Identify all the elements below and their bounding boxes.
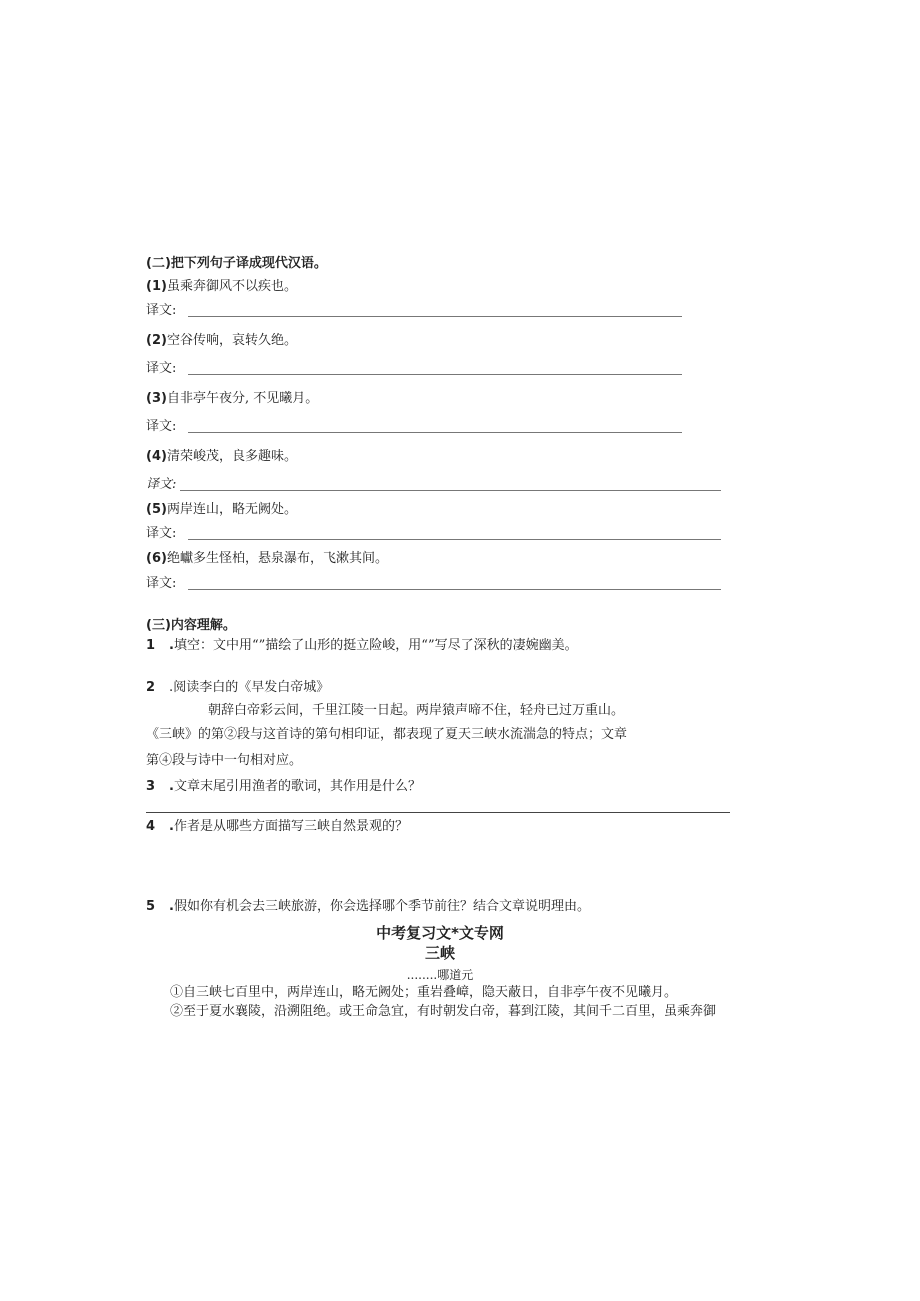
question-number: 1 [146, 638, 156, 653]
sentence-text: 自非亭午夜分, 不见曦月。 [166, 391, 319, 406]
question-3 [146, 778, 421, 796]
answer-line-1[interactable] [188, 316, 682, 317]
question-dot: . [169, 638, 174, 653]
question-number: 5 [146, 899, 156, 914]
item-number: (1) [146, 279, 167, 294]
item-number: (4) [146, 449, 167, 464]
question-2 [146, 679, 329, 697]
site-title: 中考复习文*文专网 [376, 924, 504, 942]
sentence-text: 两岸连山，略无阙处。 [166, 502, 297, 517]
question-dot: . [169, 819, 174, 834]
sentence-text: 空谷传响，哀转久绝。 [166, 333, 297, 348]
poem-text: 朝辞白帝彩云间，千里江陵一日起。两岸猿声啼不住，轻舟已过万重山。 [208, 703, 625, 718]
sentence-5 [146, 501, 297, 519]
passage-title: 三峡 [424, 944, 455, 962]
answer-line-4[interactable] [180, 490, 721, 491]
passage-paragraph-2: ②至于夏水襄陵，沿溯阻绝。或王命急宜，有时朝发白帝，暮到江陵，其间千二百里，虽乘奔御 [170, 1004, 717, 1019]
question-5 [146, 898, 590, 916]
question-dot: . [169, 680, 174, 695]
answer-label: 译文: [146, 526, 177, 541]
sentence-text: 清荣峻茂，良多趣味。 [166, 449, 297, 464]
answer-line-6[interactable] [188, 589, 721, 590]
sentence-2 [146, 332, 297, 350]
answer-line-5[interactable] [188, 539, 721, 540]
question-1 [146, 637, 578, 655]
question-dot: . [169, 899, 174, 914]
question-text: 文章末尾引用渔者的歌词，其作用是什么？ [174, 779, 422, 794]
sentence-text: 虽乘奔御风不以疾也。 [166, 279, 297, 294]
question-text: 作者是从哪些方面描写三峡自然景观的？ [174, 819, 409, 834]
sentence-1 [146, 278, 297, 296]
question-text: 阅读李白的《早发白帝城》 [173, 680, 330, 695]
passage-paragraph-1: ①自三峡七百里中，两岸连山，略无阙处；重岩叠嶂，隐天蔽日，自非亭午夜不见曦月。 [170, 985, 678, 1000]
answer-label: 译文: [146, 576, 177, 591]
question-text: 填空：文中用“”描绘了山形的挺立险峻，用“”写尽了深秋的凄婉幽美。 [174, 638, 578, 653]
question-4 [146, 818, 408, 836]
answer-line-3[interactable] [188, 432, 682, 433]
question-number: 3 [146, 779, 156, 794]
question-text: 假如你有机会去三峡旅游，你会选择哪个季节前往？结合文章说明理由。 [174, 899, 591, 914]
sentence-4 [146, 448, 297, 466]
question-dot: . [169, 779, 174, 794]
answer-label: 译文: [146, 419, 177, 434]
question-number: 4 [146, 819, 156, 834]
sentence-6 [146, 550, 388, 568]
item-number: (3) [146, 391, 167, 406]
question-number: 2 [146, 680, 156, 695]
section2-title: (二)把下列句子译成现代汉语。 [146, 256, 327, 271]
answer-label: 译文: [146, 477, 177, 492]
item-number: (6) [146, 551, 167, 566]
answer-label: 译文: [146, 303, 177, 318]
sentence-3 [146, 390, 318, 408]
item-number: (5) [146, 502, 167, 517]
question-2-line-2: 第④段与诗中一句相对应。 [146, 753, 303, 768]
question-2-line-1: 《三峡》的第②段与这首诗的第句相印证，都表现了夏天三峡水流湍急的特点；文章 [146, 727, 628, 742]
sentence-text: 绝巘多生怪柏，悬泉瀑布，飞漱其间。 [166, 551, 388, 566]
answer-line-2[interactable] [188, 374, 682, 375]
section3-title: (三)内容理解。 [146, 618, 236, 633]
item-number: (2) [146, 333, 167, 348]
answer-line-q3[interactable] [146, 812, 730, 813]
answer-label: 译文: [146, 361, 177, 376]
passage-author: ........哪道元 [406, 968, 474, 982]
